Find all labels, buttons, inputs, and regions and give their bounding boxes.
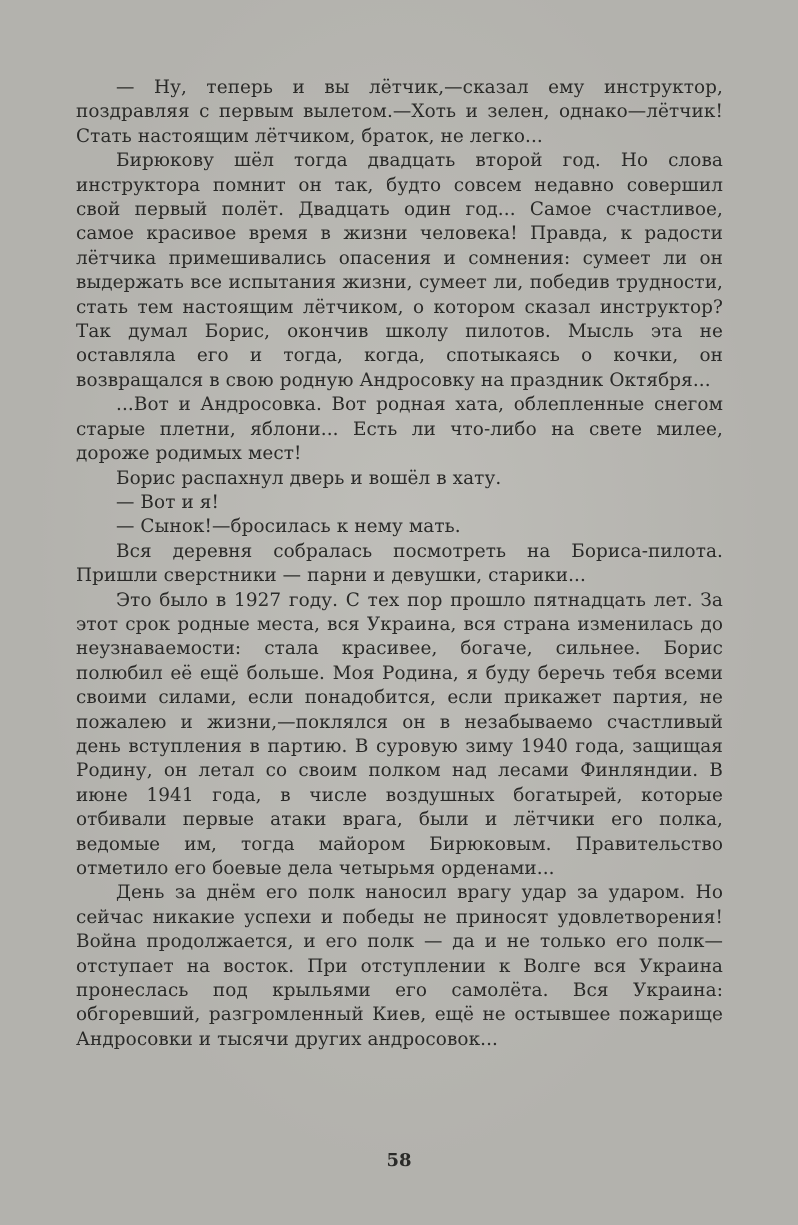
paragraph: День за днём его полк наносил врагу удар за ударом. Но сейчас никакие успехи и победы не приносят удовлетворения! Война продолжается, и его полк — да и не только его полк—отступает на восток. При отступлении к Волге вся Украина пронеслась под крыльями его самолёта. Вся Украина: обгоревший, разгромленный Киев, ещё не остывшее пожарище Андросовки и тысячи других андросовок... <box>76 882 723 1050</box>
body-text <box>76 76 723 1052</box>
paragraph: — Вот и я! <box>116 491 219 513</box>
paragraph: Бирюкову шёл тогда двадцать второй год. Но слова инструктора помнит он так, будто совсем недавно совершил свой первый полёт. Двадцать один год... Самое счастливое, самое красивое время в жизни человека! Правда, к радости лётчика примешивались опасения и сомнения: сумеет ли он выдержать все испытания жизни, сумеет ли, победив трудности, стать тем настоящим лётчиком, о котором сказал инструктор? Так думал Борис, окончив школу пилотов. Мысль эта не оставляла его и тогда, когда, спотыкаясь о кочки, он возвращался в свою родную Андросовку на праздник Октября... <box>76 150 723 391</box>
paragraph: Это было в 1927 году. С тех пор прошло пятнадцать лет. За этот срок родные места, вся Украина, вся страна изменилась до неузнаваемости: стала красивее, богаче, сильнее. Борис полюбил её ещё больше. Моя Родина, я буду беречь тебя всеми своими силами, если понадобится, если прикажет партия, не пожалею и жизни,—поклялся он в незабываемо счастливый день вступления в партию. В суровую зиму 1940 года, защищая Родину, он летал со своим полком над лесами Финляндии. В июне 1941 года, в числе воздушных богатырей, которые отбивали первые атаки врага, были и лётчики его полка, ведомые им, тогда майором Бирюковым. Правительство отметило его боевые дела четырьмя орденами... <box>76 589 723 879</box>
paragraph: — Сынок!—бросилась к нему мать. <box>116 516 461 538</box>
paragraph: Борис распахнул дверь и вошёл в хату. <box>116 467 502 489</box>
paragraph: — Ну, теперь и вы лётчик,—сказал ему инструктор, поздравляя с первым вылетом.—Хоть и зелен, однако—лётчик! Стать настоящим лётчиком, браток, не легко... <box>76 77 723 147</box>
paragraph: ...Вот и Андросовка. Вот родная хата, облепленные снегом старые плетни, яблони... Есть ли что-либо на свете милее, дороже родимых мест! <box>76 394 723 465</box>
paragraph: Вся деревня собралась посмотреть на Бориса-пилота. Пришли сверстники — парни и девушки, старики... <box>76 540 723 587</box>
page-number: 58 <box>386 1150 412 1171</box>
